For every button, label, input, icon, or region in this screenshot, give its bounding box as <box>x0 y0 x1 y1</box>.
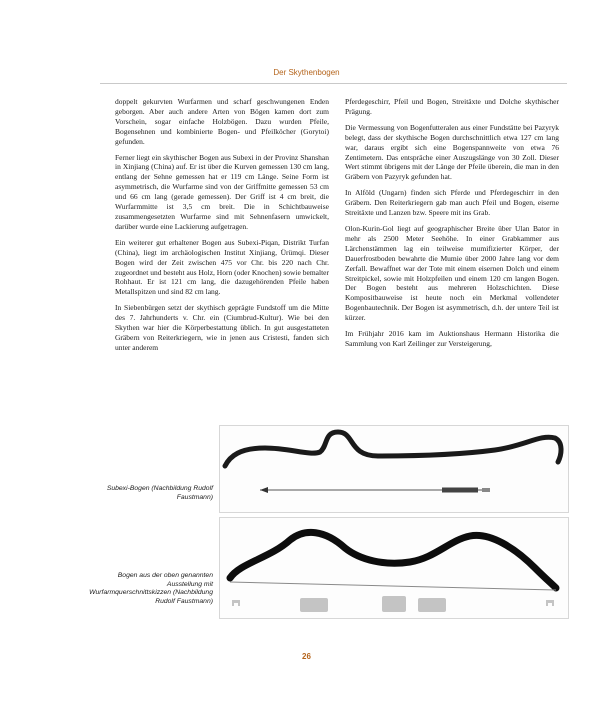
cross-section <box>300 598 328 612</box>
bow-illustration <box>220 426 568 512</box>
paragraph: Im Frühjahr 2016 kam im Auktionshaus Hermann Historika die Sammlung von Karl Zeilinger zur Versteigerung, <box>345 329 559 348</box>
paragraph: Die Vermessung von Bogenfutteralen aus einer Fundstätte bei Pazyryk belegt, dass der skythische Bogen durchschnittlich etwa 127 cm lang war, daraus ergibt sich eine Bogenspannweite von etwa 76 Zentimetern. Das entspräche einer Auszugslänge von 30 Zoll. Dieser Wert stimmt übrigens mit der Länge der Pfeile überein, die man in den Gräbern von Pazyryk gefunden hat. <box>345 122 559 182</box>
paragraph: Olon-Kurin-Gol liegt auf geographischer Breite über Ulan Bator in mehr als 2500 Meter Seehöhe. In einer Grabkammer aus Lärchenstämmen lag ein teilweise mumifizierter Körper, der Dauerfrostboden bewahrte die Mumie über 2000 Jahre lang vor dem Zerfall. Bewaffnet war der Tote mit einem eisernen Dolch und einem Streitpickel, sowie mit Holzpfeilen und einem 120 cm langen Bogen. Der Bogen besteht aus mehreren Holzschichten. Diese Kompositbauweise ist heute noch ein Merkmal vollendeter Bogenbautechnik. Der Bogen ist asymmetrisch, d.h. der untere Teil ist kürzer. <box>345 223 559 323</box>
paragraph: Pferdegeschirr, Pfeil und Bogen, Streitäxte und Dolche skythischer Prägung. <box>345 97 559 116</box>
paragraph: In Siebenbürgen setzt der skythisch geprägte Fundstoff um die Mitte des 7. Jahrhunderts v. Chr. ein (Ciumbrud-Kultur). Wie bei den Skythen war hier die Körperbestattung üblich. In gut ausgestatteten Gräbern von Reiterkriegern, wie in jenen aus Cristesti, fanden sich unter anderem <box>115 303 329 352</box>
page-number: 26 <box>302 652 311 661</box>
cross-section <box>418 598 446 612</box>
figure-subexi-bow <box>219 425 569 513</box>
arrow-head <box>260 487 268 493</box>
cross-section <box>382 596 406 612</box>
figure-exhibition-bow <box>219 517 569 619</box>
running-head: Der Skythenbogen <box>273 68 340 77</box>
figure-caption-2: Bogen aus der oben genannten Ausstellung mit Wurfarmquerschnittskizzen (Nachbildung Rudolf Faustmann) <box>89 572 213 605</box>
arrow-nock <box>482 488 490 492</box>
paragraph: In Alföld (Ungarn) finden sich Pferde und Pferdegeschirr in den Gräbern. Den Reiterkriegern gab man auch Pfeil und Bogen, eiserne Streitäxte und Lanzen bzw. Speere mit ins Grab. <box>345 188 559 218</box>
paragraph: Ferner liegt ein skythischer Bogen aus Subexi in der Provinz Shanshan in Xinjiang (China) auf. Er ist über die Kurven gemessen 130 cm lang, entlang der Sehne gemessen hat er 119 cm Länge. Seine Form ist asymmetrisch, die Wurfarme sind von der Griffmitte gemessen 53 cm und 66 cm lang (gerade gemessen). Der Griff ist 4 cm breit, die Wurfarmmitte ist 3,5 cm breit. Die in Schichtbauweise zusammengesetzten Wurfarme sind mit Sehnenfasern umwickelt, darüber wurde eine Lackierung aufgetragen. <box>115 152 329 231</box>
bow-limbs <box>225 432 561 466</box>
bow-string <box>230 582 556 590</box>
arrow-fletching <box>442 488 478 493</box>
text-column-left <box>115 97 329 359</box>
paragraph: Ein weiterer gut erhaltener Bogen aus Subexi-Piqan, Distrikt Turfan (China), liegt im archäologischen Institut Xinjiang, Ürümqi. Dieser Bogen wird der Zeit zwischen 475 vor Chr. bis 220 nach Chr. zugeordnet und besteht aus Holz, Horn (oder Knochen) sowie bemalter Rohhaut. Er ist 121 cm lang, die dazugehörenden Pfeile haben Metallspitzen und sind 82 cm lang. <box>115 237 329 297</box>
header-rule <box>100 83 567 84</box>
bow-limbs <box>230 532 556 588</box>
cross-section <box>546 600 554 606</box>
bow-illustration-2 <box>220 518 568 618</box>
figure-caption-1: Subexi-Bogen (Nachbildung Rudolf Faustmann) <box>106 485 213 501</box>
cross-section-sketches <box>232 596 554 612</box>
text-column-right <box>345 97 559 355</box>
paragraph: doppelt gekurvten Wurfarmen und scharf geschwungenen Enden geborgen. Aber auch andere Arten von Bögen kamen dort zum Vorschein, sogar einfache Holzbögen. Dazu wurden Pfeile, Bogensehnen und kombinierte Bogen- und Pfeilköcher (Gorytoi) gefunden. <box>115 97 329 146</box>
cross-section <box>232 600 240 606</box>
